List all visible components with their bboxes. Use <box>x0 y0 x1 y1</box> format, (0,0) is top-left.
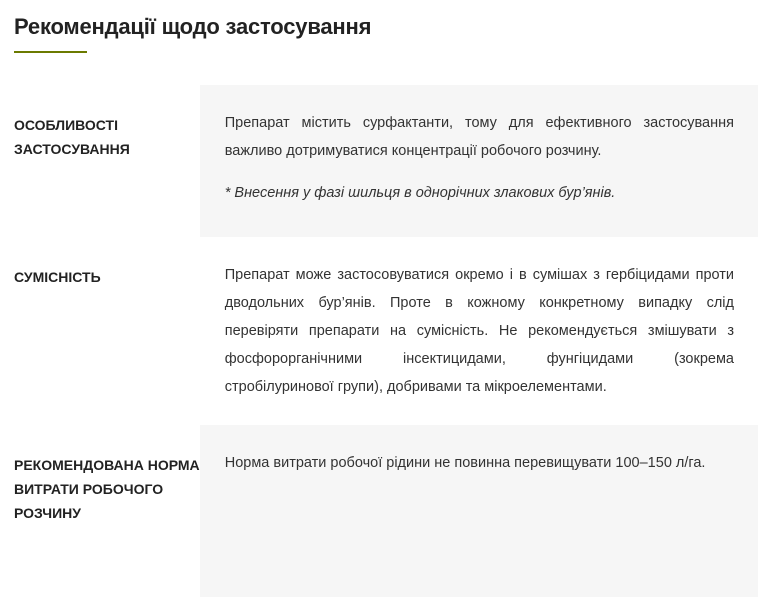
row-text: Препарат містить сурфактанти, тому для ефективного застосування важливо дотримуватися концентрації робочого розчину. <box>224 115 734 159</box>
recommendations-table <box>0 85 758 597</box>
row-text: Препарат може застосовуватися окремо і в сумішах з гербіцидами проти дводольних бур’янів. Проте в кожному конкретному випадку слід перевіряти препарати на сумісність. Не рекомендується змішувати з фосфорорганічними інсектицидами, фунгіцидами (зокрема стробілуринової групи), добривами та мікроелементами. <box>224 267 734 395</box>
row-label: СУМІСНІСТЬ <box>14 269 101 285</box>
row-content <box>200 425 758 597</box>
row-label: РЕКОМЕНДОВАНА НОРМА ВИТРАТИ РОБОЧОГО РОЗЧИНУ <box>14 457 200 521</box>
section-title: Рекомендації щодо застосування <box>14 14 372 39</box>
title-underline <box>14 51 87 53</box>
row-content <box>200 237 758 425</box>
row-content <box>200 85 758 237</box>
table-row-application-rate <box>0 425 758 597</box>
row-label: ОСОБЛИВОСТІ ЗАСТОСУВАННЯ <box>14 117 130 157</box>
row-text: Норма витрати робочої рідини не повинна перевищувати 100–150 л/га. <box>224 455 706 471</box>
table-row-features <box>0 85 758 237</box>
row-note: * Внесення у фазі шильця в однорічних злакових бур’янів. <box>224 185 616 201</box>
table-row-compatibility <box>0 237 758 425</box>
